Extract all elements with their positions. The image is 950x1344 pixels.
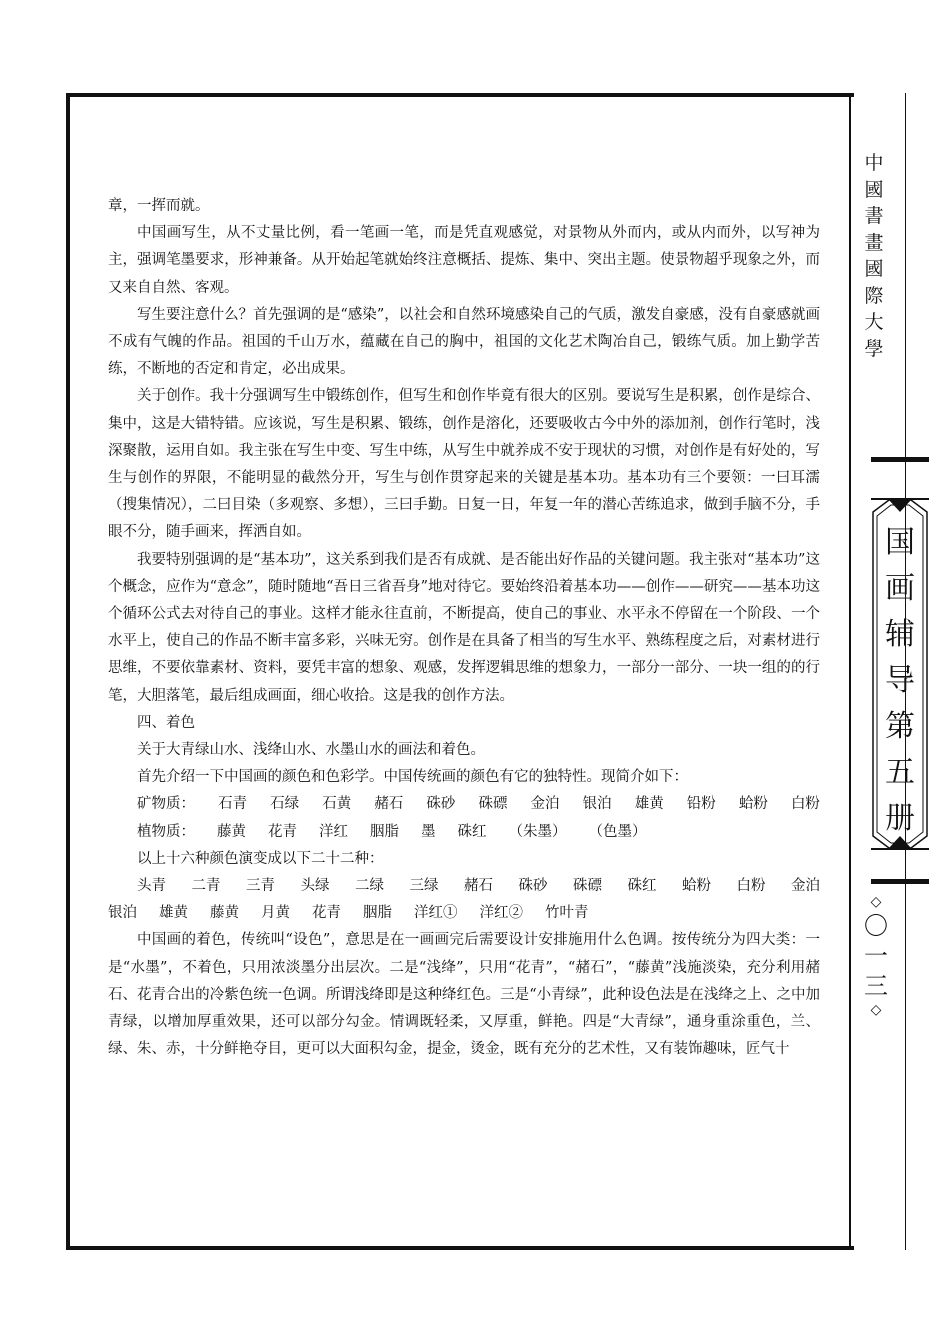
color-item: 洋红 (319, 823, 348, 840)
book-title-char: 第 (885, 709, 915, 744)
color-item: 金泊 (530, 796, 560, 813)
band-top-thin (871, 457, 929, 462)
color-item: 竹叶青 (545, 905, 589, 922)
color-item: 硃红 (627, 878, 657, 895)
color-item: 蛤粉 (682, 878, 711, 895)
paragraph: 关于创作。我十分强调写生中锻练创作，但写生和创作毕竟有很大的区别。要说写生是积累，创作是综合、集中，这是大错特错。应该说，写生是积累、锻练，创作是溶化，还要吸收古今中外的添加剂，创作行笔时，浅深聚散，运用自如。我主张在写生中变、写生中练，从写生中就养成不安于现状的习惯，对创作是有好处的，写生与创作的界限，不能明显的截然分开，写生与创作贯穿起来的关键是基本功。基本功有三个要领：一曰耳濡（搜集情况），二曰目染（多观察、多想），三曰手勤。日复一日，年复一年的潜心苦练追求，做到手脑不分，手眼不分，随手画来，挥洒自如。 (108, 388, 820, 541)
title-char: 國 (864, 178, 884, 201)
color-item: 银泊 (108, 905, 137, 922)
title-char: 中 (864, 152, 884, 174)
color-item: 金泊 (791, 878, 820, 895)
color-item: 白粉 (736, 878, 766, 895)
color-item: 白粉 (790, 796, 820, 813)
color-item: 头青 (137, 878, 166, 895)
book-title (867, 520, 933, 842)
title-char: 大 (864, 311, 884, 333)
paragraph: 章，一挥而就。 (108, 198, 210, 214)
color-item: 花青 (268, 823, 297, 840)
color-item: （朱墨） (508, 823, 567, 840)
color-item: 雄黄 (159, 905, 188, 922)
color-item: 花青 (312, 905, 341, 922)
page-number (858, 893, 894, 1019)
color-item: 头绿 (300, 878, 330, 895)
paragraph: 写生要注意什么？首先强调的是“感染”，以社会和自然环境感染自己的气质，激发自豪感，没有自豪感就画不成有气魄的作品。祖国的千山万水，蕴藏在自己的胸中，祖国的文化艺术陶冶自己，锻练气质。加上勤学苦练，不断地的否定和肯定，必出成果。 (108, 306, 820, 378)
color-item: 硃红 (457, 823, 487, 840)
color-item: 二绿 (355, 878, 384, 895)
paragraph: 首先介绍一下中国画的颜色和色彩学。中国传统画的颜色有它的独特性。现简介如下： (137, 769, 688, 786)
plant-color-list (108, 819, 820, 846)
book-title-char: 辅 (885, 617, 915, 652)
book-title-char: 国 (885, 525, 915, 560)
color-item: 洋红① (414, 905, 458, 922)
color-item: 藤黄 (210, 905, 239, 922)
color-item: 石青 (218, 796, 248, 813)
title-char: 學 (864, 337, 884, 360)
color-item: 胭脂 (370, 823, 399, 840)
title-char: 書 (864, 205, 884, 227)
color-item: 硃磦 (573, 878, 602, 895)
plant-label: 植物质： (137, 823, 195, 840)
book-title-char: 导 (885, 663, 915, 698)
color-item: （色墨） (588, 823, 647, 840)
color-item: 赭石 (374, 796, 404, 813)
title-char: 際 (864, 284, 884, 307)
title-char: 畫 (864, 231, 884, 254)
paragraph: 中国画写生，从不丈量比例，看一笔画一笔，而是凭直观感觉，对景物从外而内，或从内而外，以写神为主，强调笔墨要求，形神兼备。从开始起笔就始终注意概括、提炼、集中、突出主题。使景物超乎现象之外，而又来自自然、客观。 (108, 225, 820, 296)
collection-title (851, 150, 897, 362)
color-item: 雄黄 (634, 796, 664, 813)
book-title-char: 画 (885, 571, 915, 606)
color-item: 硃砂 (518, 878, 548, 895)
title-char: 國 (864, 258, 884, 280)
color-item: 藤黄 (217, 823, 246, 840)
mineral-label: 矿物质： (137, 796, 195, 813)
color-item: 三青 (246, 878, 275, 895)
color-item: 蛤粉 (738, 796, 768, 813)
color22-list-row1 (108, 873, 820, 900)
color-item: 石绿 (270, 796, 300, 813)
section-heading: 四、着色 (137, 714, 195, 731)
book-title-box (867, 498, 933, 850)
page-number-char: 一 (864, 942, 888, 970)
page-number-char: 〇 (864, 912, 888, 940)
band-bottom-thin (871, 879, 929, 884)
book-title-char: 五 (885, 755, 915, 790)
color-item: 铅粉 (686, 796, 716, 813)
book-title-char: 册 (885, 801, 915, 836)
page-number-char: 三 (864, 972, 888, 1000)
diamond-ornament-top: ◇ (870, 894, 882, 910)
color-item: 月黄 (261, 905, 290, 922)
paragraph: 我要特别强调的是“基本功”，这关系到我们是否有成就、是否能出好作品的关键问题。我主张对“基本功”这个概念，应作为“意念”，随时随地“吾日三省吾身”地对待它。要始终沿着基本功——创作——研究——基本功这个循环公式去对待自己的事业。这样才能永往直前，不断提高，使自己的事业、水平永不停留在一个阶段、一个水平上，使自己的作品不断丰富多彩，兴味无穷。创作是在具备了相当的写生水平、熟练程度之后，对素材进行思维，不要依靠素材、资料，要凭丰富的想象、观感，发挥逻辑思维的想象力，一部分一部分、一块一组的的行笔，大胆落笔，最后组成画面，细心收拾。这是我的创作方法。 (108, 551, 820, 704)
paragraph: 中国画的着色，传统叫“设色”，意思是在一画画完后需要设计安排施用什么色调。按传统分为四大类：一是“水墨”，不着色，只用浓淡墨分出层次。二是“浅绛”，只用“花青”，“赭石”，“藤黄”浅施淡染，充分利用赭石、花青合出的冷紫色统一色调。所谓浅绛即是这种绛红色。三是“小青绿”，此种设色法是在浅绛之上、之中加青绿，以增加厚重效果，还可以部分勾金。情调既轻柔，又厚重，鲜艳。四是“大青绿”，通身重涂重色，兰、绿、朱、赤，十分鲜艳夺目，更可以大面积勾金，提金，烫金，既有充分的艺术性，又有装饰趣味，匠气十 (108, 932, 820, 1058)
color-item: 三绿 (409, 878, 439, 895)
color-item: 墨 (421, 823, 436, 840)
color-item: 石黄 (322, 796, 352, 813)
paragraph: 关于大青绿山水、浅绛山水、水墨山水的画法和着色。 (137, 742, 485, 759)
color-item: 胭脂 (363, 905, 392, 922)
color-item: 银泊 (582, 796, 612, 813)
color-item: 硃磦 (478, 796, 508, 813)
color-item: 硃砂 (426, 796, 456, 813)
color22-list-row2 (108, 900, 820, 927)
color-item: 洋红② (479, 905, 523, 922)
color-item: 赭石 (464, 878, 493, 895)
diamond-ornament-bottom: ◇ (870, 1002, 882, 1018)
color-item: 二青 (191, 878, 221, 895)
article-body (108, 193, 820, 1064)
mineral-color-list (108, 791, 820, 818)
paragraph: 以上十六种颜色演变成以下二十二种： (137, 850, 384, 867)
